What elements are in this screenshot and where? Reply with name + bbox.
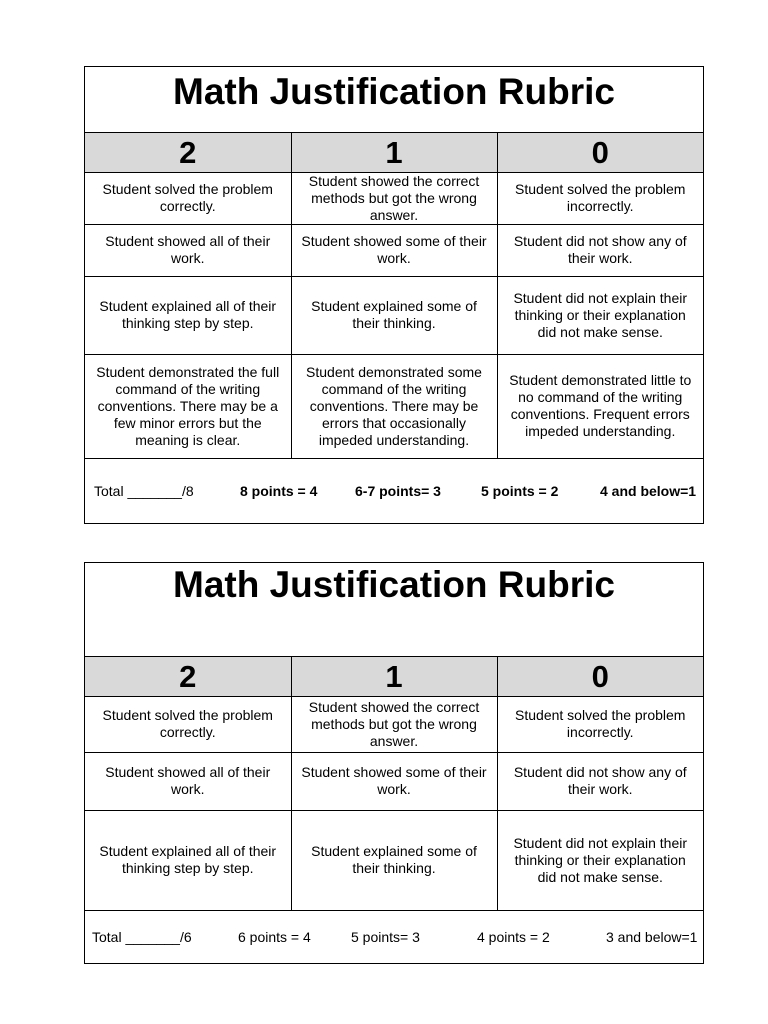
- scale-1: 4 and below=1: [600, 482, 697, 499]
- criteria-row-work: [85, 224, 703, 276]
- total-row: [85, 911, 703, 963]
- total-label: Total _______/6: [92, 928, 192, 945]
- scale-2: 5 points = 2: [481, 482, 559, 499]
- rubric-table: [85, 657, 703, 911]
- scale-1: 3 and below=1: [606, 928, 698, 945]
- scale-3: 5 points= 3: [351, 928, 420, 945]
- score-0-header: 0: [497, 133, 703, 172]
- score-header-row: [85, 133, 703, 172]
- criteria-row-solution: [85, 172, 703, 224]
- criteria-row-work: [85, 752, 703, 810]
- score-header-row: [85, 657, 703, 696]
- scale-4: 8 points = 4: [240, 482, 318, 499]
- cell-explanation-0: Student did not explain their thinking or their explanation did not make sense.: [497, 276, 703, 354]
- criteria-row-explanation: [85, 810, 703, 910]
- score-2-header: 2: [85, 657, 291, 696]
- cell-solution-1: Student showed the correct methods but got the wrong answer.: [291, 172, 497, 224]
- cell-conventions-0: Student demonstrated little to no command of the writing conventions. Frequent errors impeded understanding.: [497, 354, 703, 458]
- cell-work-2: Student showed all of their work.: [85, 752, 291, 810]
- cell-explanation-0: Student did not explain their thinking or their explanation did not make sense.: [497, 810, 703, 910]
- cell-conventions-2: Student demonstrated the full command of the writing conventions. There may be a few minor errors but the meaning is clear.: [85, 354, 291, 458]
- cell-explanation-2: Student explained all of their thinking step by step.: [85, 276, 291, 354]
- cell-solution-2: Student solved the problem correctly.: [85, 696, 291, 752]
- rubric-table: [85, 133, 703, 459]
- score-2-header: 2: [85, 133, 291, 172]
- rubric-6-point: [84, 562, 704, 964]
- rubric-title: Math Justification Rubric: [85, 563, 703, 657]
- cell-explanation-1: Student explained some of their thinking.: [291, 810, 497, 910]
- cell-solution-0: Student solved the problem incorrectly.: [497, 172, 703, 224]
- cell-explanation-2: Student explained all of their thinking step by step.: [85, 810, 291, 910]
- cell-solution-1: Student showed the correct methods but got the wrong answer.: [291, 696, 497, 752]
- score-1-header: 1: [291, 133, 497, 172]
- scale-2: 4 points = 2: [477, 928, 550, 945]
- cell-work-1: Student showed some of their work.: [291, 752, 497, 810]
- rubric-8-point: [84, 66, 704, 524]
- criteria-row-conventions: [85, 354, 703, 458]
- scale-3: 6-7 points= 3: [355, 482, 441, 499]
- cell-solution-0: Student solved the problem incorrectly.: [497, 696, 703, 752]
- cell-solution-2: Student solved the problem correctly.: [85, 172, 291, 224]
- criteria-row-solution: [85, 696, 703, 752]
- cell-explanation-1: Student explained some of their thinking.: [291, 276, 497, 354]
- cell-work-2: Student showed all of their work.: [85, 224, 291, 276]
- criteria-row-explanation: [85, 276, 703, 354]
- total-label: Total _______/8: [94, 482, 194, 499]
- cell-work-0: Student did not show any of their work.: [497, 752, 703, 810]
- total-row: [85, 459, 703, 523]
- cell-work-1: Student showed some of their work.: [291, 224, 497, 276]
- cell-work-0: Student did not show any of their work.: [497, 224, 703, 276]
- score-0-header: 0: [497, 657, 703, 696]
- rubric-title: Math Justification Rubric: [85, 67, 703, 133]
- score-1-header: 1: [291, 657, 497, 696]
- cell-conventions-1: Student demonstrated some command of the writing conventions. There may be errors that occasionally impeded understanding.: [291, 354, 497, 458]
- scale-4: 6 points = 4: [238, 928, 311, 945]
